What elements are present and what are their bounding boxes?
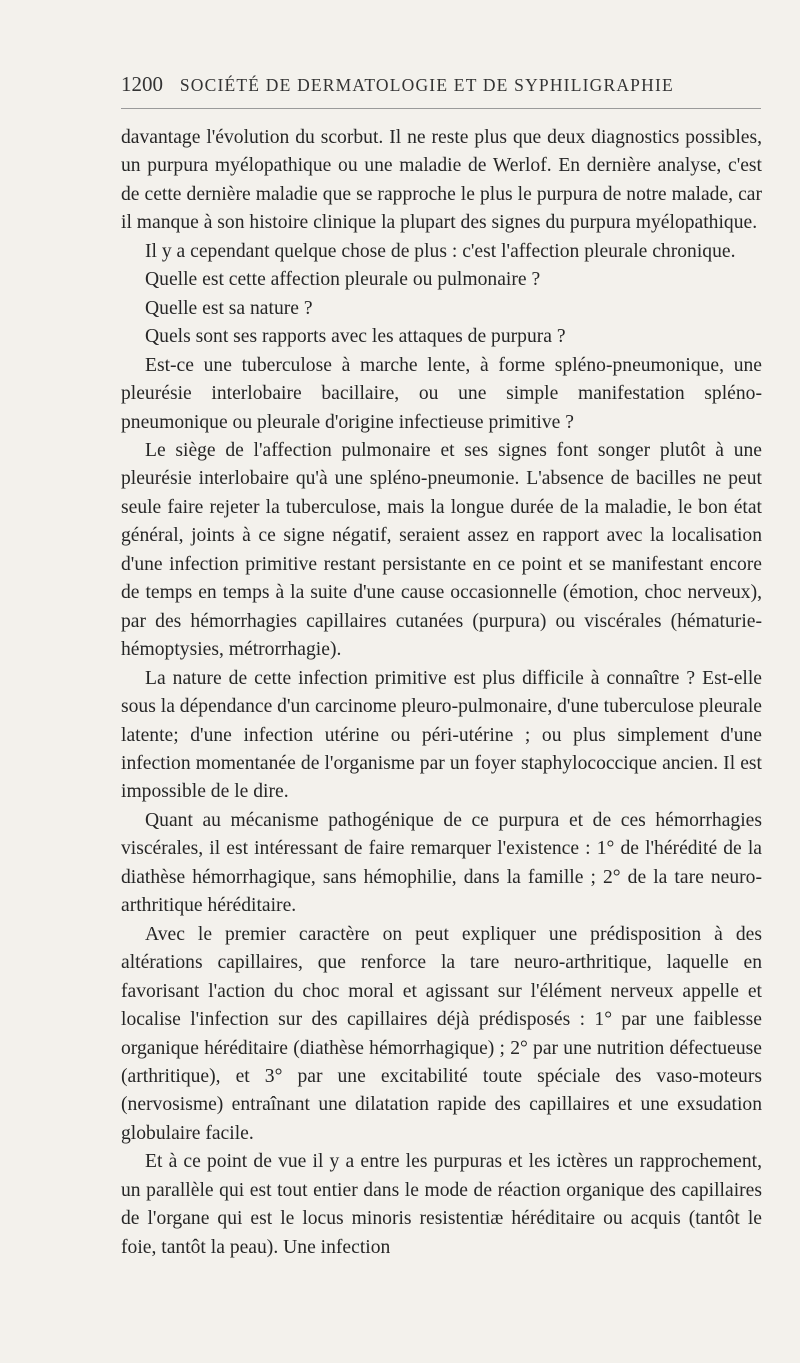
paragraph: Quels sont ses rapports avec les attaques de purpura ? [145,326,566,348]
paragraph-continued: davantage l'évolution du scorbut. Il ne reste plus que deux diagnostics possibles, un purpura myélopathique ou une maladie de Werlof. En dernière analyse, c'est de cette dernière maladie que se rapproche le plus le purpura de notre malade, car il manque à son histoire clinique la plupart des signes du purpura myélopathique. [121,127,762,234]
paragraph: Il y a cependant quelque chose de plus : c'est l'affection pleurale chronique. [145,240,736,262]
paragraph: Le siège de l'affection pulmonaire et ses signes font songer plutôt à une pleurésie interlobaire qu'à une spléno-pneumonie. L'absence de bacilles ne peut seule faire rejeter la tuberculose, mais la longue durée de la maladie, le bon état général, joints à ce signe négatif, seraient assez en rapport avec la localisation d'une infection primitive restant persistante en ce point et se manifestant encore de temps en temps à la suite d'une cause occasionnelle (émotion, choc nerveux), par des hémorrhagies capillaires cutanées (purpura) ou viscérales (hématurie-hémoptysies, métrorrhagie). [121,439,762,661]
page-number: 1200 [121,72,163,96]
paragraph: Est-ce une tuberculose à marche lente, à forme spléno-pneumonique, une pleurésie interlobaire bacillaire, ou une simple manifestation spléno-pneumonique ou pleurale d'origine infectieuse primitive ? [121,354,762,433]
paragraph: Quant au mécanisme pathogénique de ce purpura et de ces hémorrhagies viscérales, il est intéressant de faire remarquer l'existence : 1° de l'hérédité de la diathèse hémorrhagique, sans hémophilie, dans la famille ; 2° de la tare neuro-arthritique héréditaire. [121,809,762,917]
paragraph: La nature de cette infection primitive est plus difficile à connaître ? Est-elle sous la dépendance d'un carcinome pleuro-pulmonaire, d'une tuberculose pleurale latente; d'une infection utérine ou péri-utérine ; ou plus simplement d'une infection momentanée de l'organisme par un foyer staphylococcique ancien. Il est impossible de le dire. [121,667,762,803]
running-title: SOCIÉTÉ DE DERMATOLOGIE ET DE SYPHILIGRAPHIE [179,75,674,95]
paragraph: Quelle est cette affection pleurale ou pulmonaire ? [145,269,541,291]
paragraph: Avec le premier caractère on peut expliquer une prédisposition à des altérations capillaires, que renforce la tare neuro-arthritique, laquelle en favorisant l'action du choc moral et agissant sur l'élément nerveux appelle et localise l'infection sur des capillaires déjà prédisposés : 1° par une faiblesse organique héréditaire (diathèse hémorrhagique) ; 2° par une nutrition défectueuse (arthritique), et 3° par une excitabilité toute spéciale des vaso-moteurs (nervosisme) entraînant une dilatation rapide des capillaires et une exsudation globulaire facile. [121,923,762,1144]
body-text [121,124,762,1262]
header-rule [121,108,761,109]
paragraph: Quelle est sa nature ? [145,297,313,319]
paragraph: Et à ce point de vue il y a entre les purpuras et les ictères un rapprochement, un parallèle qui est tout entier dans le mode de réaction organique des capillaires de l'organe qui est le locus minoris resistentiæ héréditaire ou acquis (tantôt le foie, tantôt la peau). Une infection [121,1151,762,1258]
running-head [121,72,760,100]
